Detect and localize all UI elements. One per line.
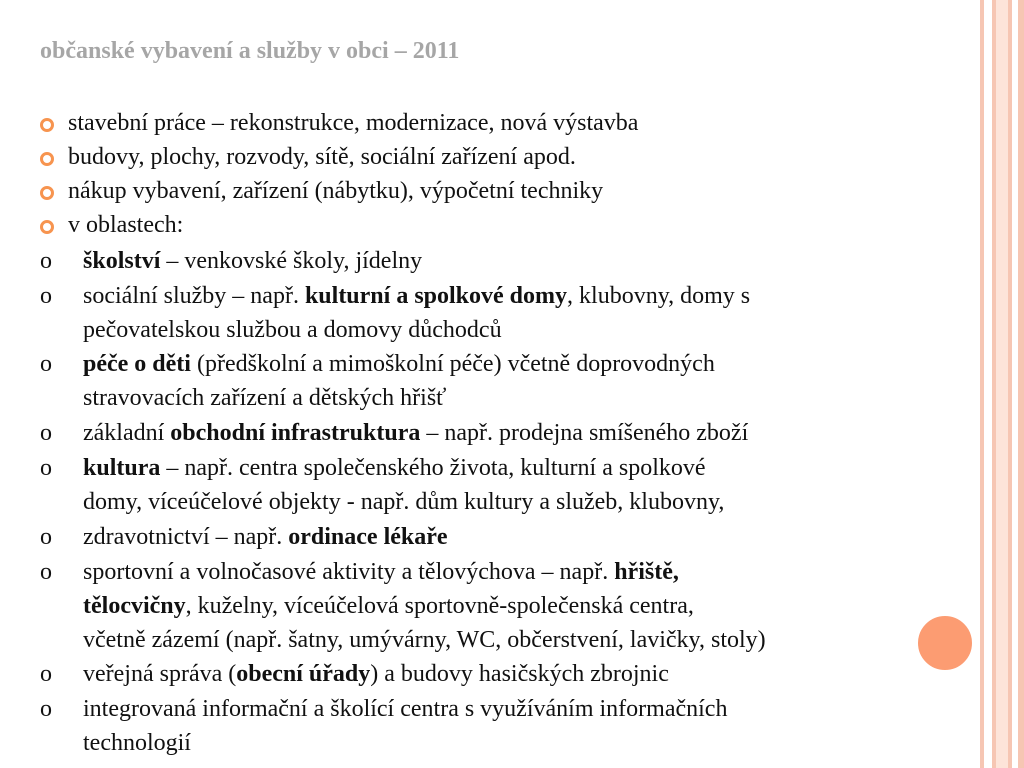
slide-title: občanské vybavení a služby v obci – 2011: [40, 38, 460, 64]
sub-bullet-marker: o: [40, 455, 52, 481]
sub-bullet-marker: o: [40, 696, 52, 722]
decorative-circle: [916, 614, 974, 672]
sub-bullet-marker: o: [40, 559, 52, 585]
sub-bullet-marker: o: [40, 661, 52, 687]
sub-bullet-marker: o: [40, 248, 52, 274]
sub-bullet-marker: o: [40, 524, 52, 550]
sub-bullet-marker: o: [40, 283, 52, 309]
bullet-circle-icon: [40, 186, 54, 200]
bullet-circle-icon: [40, 152, 54, 166]
bullet-circle-icon: [40, 118, 54, 132]
sub-bullet-marker: o: [40, 351, 52, 377]
decorative-stripes: [980, 0, 1024, 768]
bullet-circle-icon: [40, 220, 54, 234]
sub-bullet-marker: o: [40, 420, 52, 446]
